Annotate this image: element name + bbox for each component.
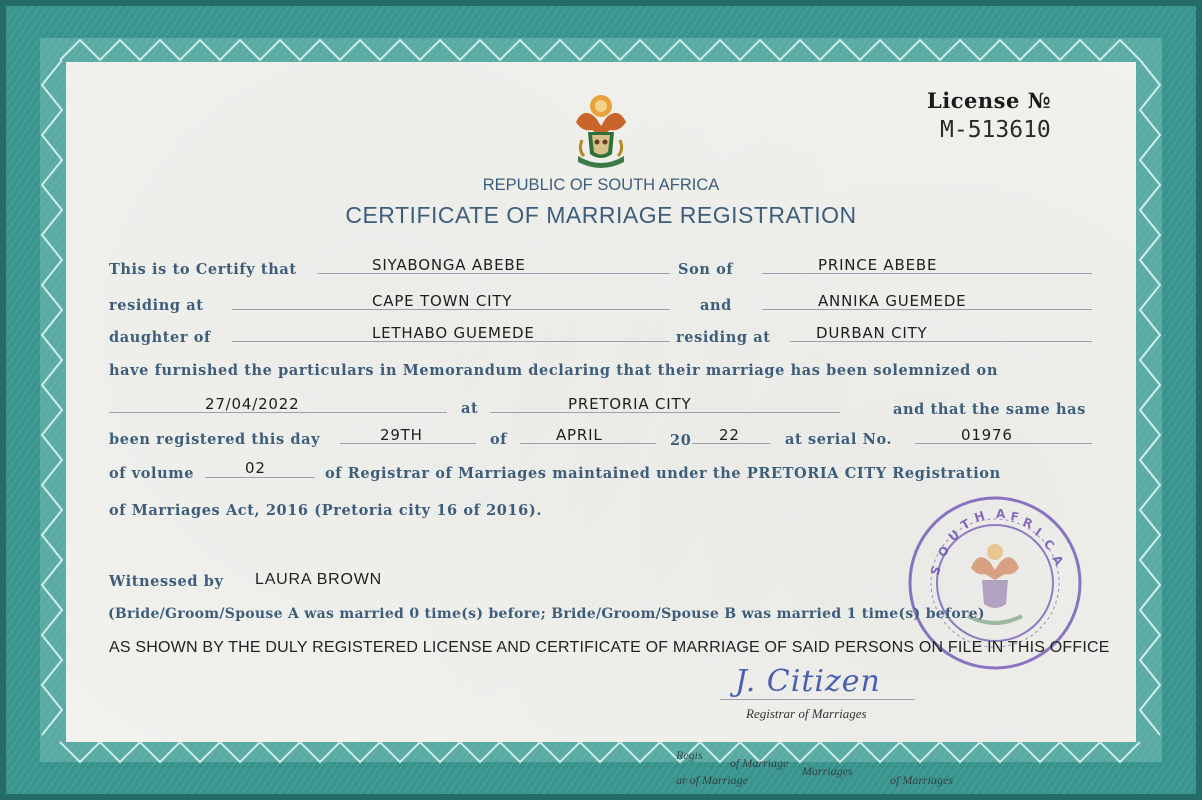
groom-name: SIYABONGA ABEBE xyxy=(372,256,526,274)
license-number: M-513610 xyxy=(940,117,1051,143)
prior-marriages-text: (Bride/Groom/Spouse A was married 0 time(s) before; Bride/Groom/Spouse B was married 1 time(s) before) xyxy=(108,606,985,622)
ghost-text-3: Marriages xyxy=(802,764,853,778)
svg-text:A: A xyxy=(996,507,1006,521)
svg-text:I: I xyxy=(1032,524,1044,540)
bride-name: ANNIKA GUEMEDE xyxy=(818,292,967,310)
svg-text:C: C xyxy=(1040,536,1058,553)
country-heading: REPUBLIC OF SOUTH AFRICA xyxy=(482,176,720,194)
signature-label: Registrar of Marriages xyxy=(746,706,867,721)
of-volume-label: of volume xyxy=(109,465,195,482)
svg-text:H: H xyxy=(972,508,987,525)
svg-text:R: R xyxy=(1020,514,1035,532)
certify-label: This is to Certify that xyxy=(109,261,297,278)
bride-residence: DURBAN CITY xyxy=(816,324,928,342)
reg-day: 29TH xyxy=(380,426,423,444)
act-text: of Marriages Act, 2016 (Pretoria city 16 of 2016). xyxy=(109,502,542,519)
witness-name: LAURA BROWN xyxy=(255,571,383,588)
furnished-text: have furnished the particulars in Memorandum declaring that their marriage has been solemnized on xyxy=(109,362,998,379)
shown-statement: AS SHOWN BY THE DULY REGISTERED LICENSE AND CERTIFICATE OF MARRIAGE OF SAID PERSONS ON FILE IN THIS OFFICE xyxy=(109,639,1110,656)
solemnized-date: 27/04/2022 xyxy=(205,395,300,413)
signature-line xyxy=(720,699,915,700)
daughter-of-label: daughter of xyxy=(109,329,211,346)
witnessed-by-label: Witnessed by xyxy=(109,573,224,590)
residing-at-label: residing at xyxy=(109,297,204,314)
svg-text:F: F xyxy=(1009,509,1020,525)
reg-month: APRIL xyxy=(556,426,603,444)
license-label: License № xyxy=(927,88,1051,113)
solemnized-place: PRETORIA CITY xyxy=(568,395,692,413)
registrar-text: of Registrar of Marriages maintained under the PRETORIA CITY Registration xyxy=(325,465,1001,482)
svg-text:U: U xyxy=(945,527,963,545)
and-label: and xyxy=(700,297,732,314)
serial-number: 01976 xyxy=(961,426,1013,444)
coat-of-arms-icon xyxy=(570,92,632,170)
svg-text:S: S xyxy=(927,564,944,578)
registered-day-label: been registered this day xyxy=(109,431,321,448)
residing-at-label-2: residing at xyxy=(676,329,771,346)
svg-text:A: A xyxy=(1049,552,1067,568)
registrar-signature: J. Citizen xyxy=(735,664,881,699)
certificate-title: CERTIFICATE OF MARRIAGE REGISTRATION xyxy=(345,202,857,228)
son-of-label: Son of xyxy=(678,261,734,278)
groom-father: PRINCE ABEBE xyxy=(818,256,938,274)
bride-parent: LETHABO GUEMEDE xyxy=(372,324,535,342)
ghost-text-1: Regis xyxy=(676,748,703,762)
at-label: at xyxy=(461,400,479,417)
reg-year-suffix: 22 xyxy=(719,426,740,444)
of-label: of xyxy=(490,431,508,448)
ghost-text-2: of Marriage xyxy=(730,756,789,770)
svg-text:O: O xyxy=(934,543,953,560)
volume-line xyxy=(205,477,315,478)
volume-number: 02 xyxy=(245,459,266,477)
groom-residence: CAPE TOWN CITY xyxy=(372,292,513,310)
year-prefix: 20 xyxy=(670,432,692,449)
serial-label: at serial No. xyxy=(785,431,893,448)
ghost-text-4: ar of Marriage xyxy=(676,773,748,787)
svg-text:T: T xyxy=(958,516,973,533)
ghost-text-5: of Marriages xyxy=(890,773,953,787)
same-has-label: and that the same has xyxy=(893,401,1086,418)
